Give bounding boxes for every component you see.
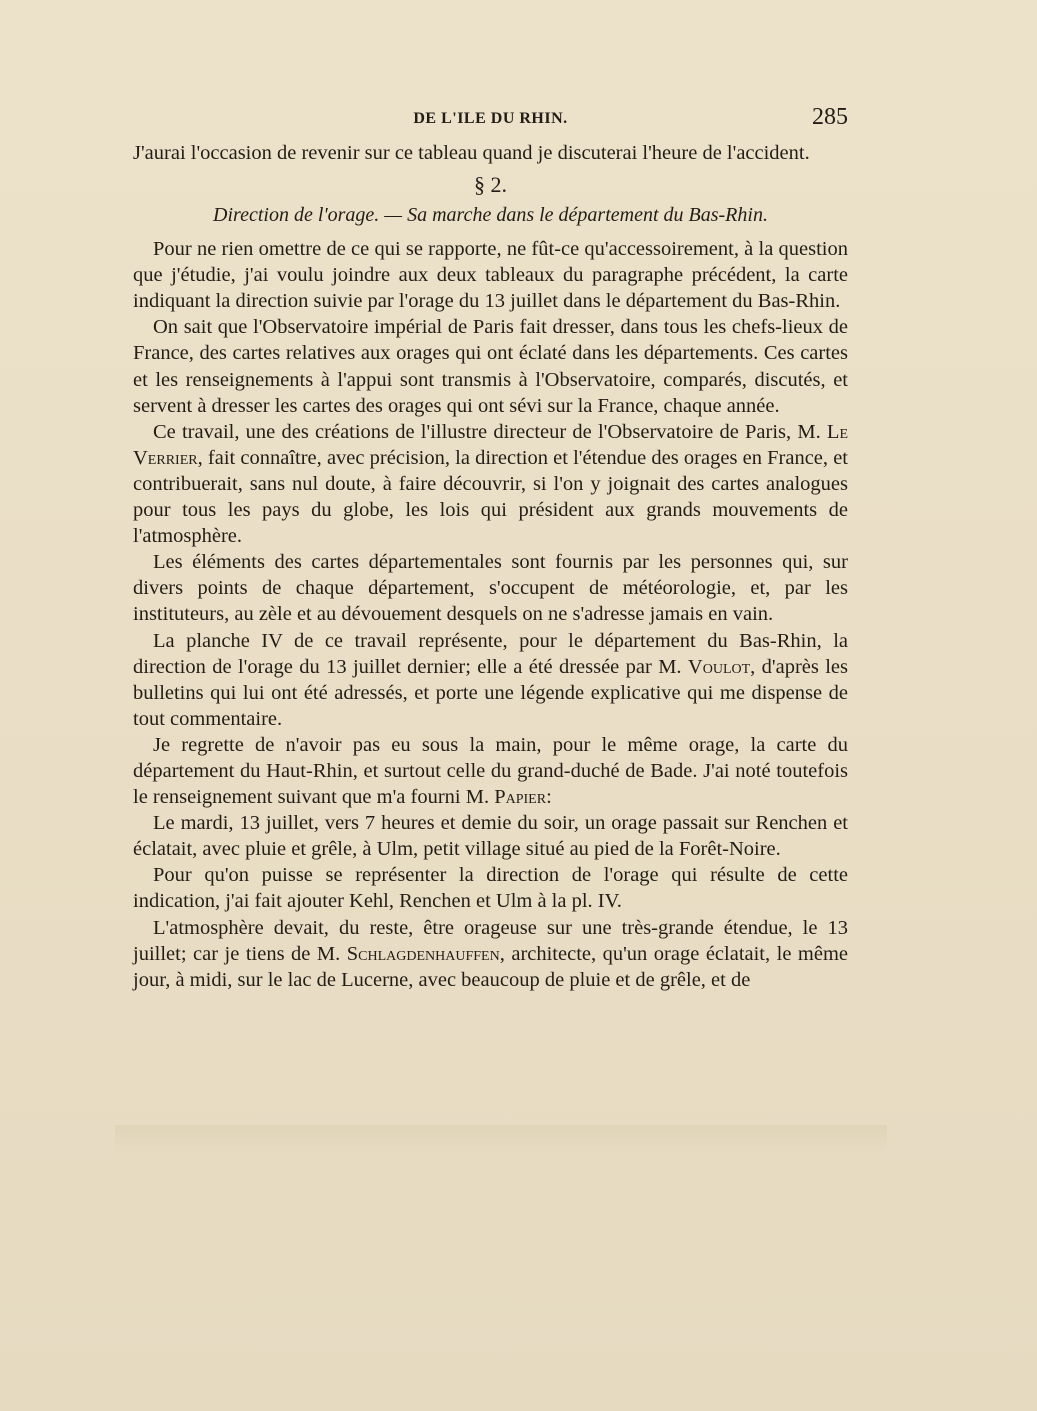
paragraph-6-text-a: Je regrette de n'avoir pas eu sous la main, pour le même orage, la carte du département du Haut-Rhin, et surtout celle du grand-duché de Bade. J'ai noté toutefois le renseignement suivant que m'a fourni M. <box>133 733 848 809</box>
person-name-papier: Papier <box>494 786 547 809</box>
paragraph-4: Les éléments des cartes départementales sont fournis par les personnes qui, sur divers points de chaque département, s'occupent de météorologie, et, par les instituteurs, au zèle et au dévouement desquels on ne s'adresse jamais en vain. <box>133 551 848 626</box>
paragraph-9-text-a: L'atmosphère devait, du reste, être orageuse sur une très-grande étendue, le 13 juillet; car je tiens de M. <box>133 916 848 965</box>
page-header <box>133 104 848 134</box>
paragraph-9 <box>133 915 848 993</box>
paragraph-1: Pour ne rien omettre de ce qui se rapporte, ne fût-ce qu'accessoirement, à la question que j'étudie, j'ai voulu joindre aux deux tableaux du paragraphe précédent, la carte indiquant la direction suivie par l'orage du 13 juillet dans le département du Bas-Rhin. <box>133 238 848 313</box>
paragraph-5 <box>133 628 848 732</box>
paragraph-5-text-a: La planche IV de ce travail représente, pour le département du Bas-Rhin, la direction de l'orage du 13 juillet dernier; elle a été dressée par M. <box>133 629 848 678</box>
paragraph-3-text-b: , fait connaître, avec précision, la direction et l'étendue des orages en France, et contribuerait, sans nul doute, à faire découvrir, si l'on y joignait des cartes analogues pour tous les pays du globe, les lois qui président aux grands mouvements de l'atmosphère. <box>133 446 848 548</box>
body-text <box>133 140 848 993</box>
paragraph-5-text-b: , d'après les bulletins qui lui ont été adressés, et porte une légende explicative qui me dispense de tout commentaire. <box>133 655 849 730</box>
person-name-schlagdenhauffen: Schlagdenhauffen <box>346 942 500 965</box>
page-number: 285 <box>812 104 848 130</box>
person-name-le-verrier: Le Verrier <box>133 420 848 469</box>
paragraph-2: On sait que l'Observatoire impérial de Paris fait dresser, dans tous les chefs-lieux de France, des cartes relatives aux orages qui ont éclaté dans les départements. Ces cartes et les renseignements à l'appui sont transmis à l'Observatoire, comparés, discutés, et servent à dresser les cartes des orages qui ont sévi sur la France, chaque année. <box>133 316 848 417</box>
paragraph-3-text-a: Ce travail, une des créations de l'illustre directeur de l'Observatoire de Paris, M. <box>153 420 827 443</box>
paragraph-0: J'aurai l'occasion de revenir sur ce tableau quand je discuterai l'heure de l'accident. <box>133 142 810 164</box>
section-mark: § 2. <box>474 172 507 198</box>
paragraph-9-text-b: , architecte, qu'un orage éclatait, le même jour, à midi, sur le lac de Lucerne, avec beaucoup de pluie et de grêle, et de <box>133 942 849 991</box>
page-shadow <box>115 1125 887 1155</box>
paragraph-7: Le mardi, 13 juillet, vers 7 heures et demie du soir, un orage passait sur Renchen et éclatait, avec pluie et grêle, à Ulm, petit village situé au pied de la Forêt-Noire. <box>133 812 848 861</box>
section-title: Direction de l'orage. — Sa marche dans le département du Bas-Rhin. <box>213 204 768 227</box>
paragraph-6-text-b: : <box>546 786 552 809</box>
paragraph-8: Pour qu'on puisse se représenter la direction de l'orage qui résulte de cette indication, j'ai fait ajouter Kehl, Renchen et Ulm à la pl. IV. <box>133 864 848 913</box>
paragraph-6 <box>133 732 848 810</box>
running-title: DE L'ILE DU RHIN. <box>413 110 568 127</box>
paragraph-3 <box>133 419 848 549</box>
person-name-voulot: Voulot <box>687 655 751 678</box>
